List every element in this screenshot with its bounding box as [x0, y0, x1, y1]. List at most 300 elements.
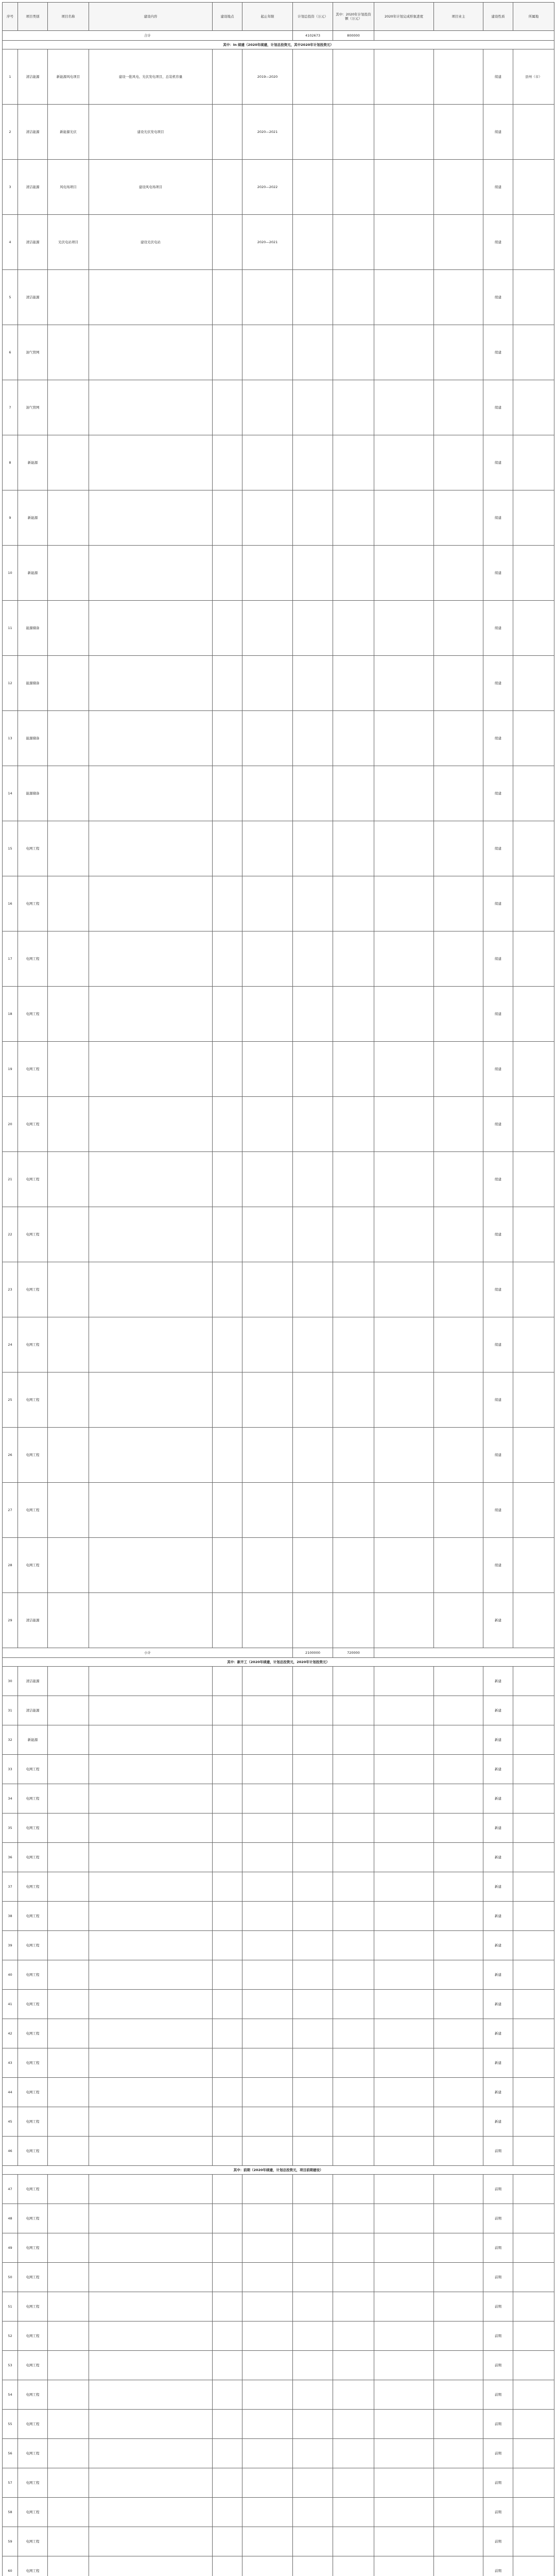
cell-progress — [374, 1483, 434, 1538]
cell-nature: 新建 — [483, 1725, 513, 1755]
table-row — [3, 987, 554, 1042]
cell-progress — [374, 2175, 434, 2204]
cell-plan — [333, 490, 374, 546]
cell-years — [242, 2410, 293, 2439]
cell-nature: 新建 — [483, 1902, 513, 1931]
cell-area — [513, 2556, 554, 2576]
cell-cat: 电网工程 — [18, 2468, 48, 2498]
cell-cat: 电网工程 — [18, 1428, 48, 1483]
cell-name — [48, 1207, 89, 1262]
cell-name — [48, 2410, 89, 2439]
cell-nature: 续建 — [483, 601, 513, 656]
cell-content — [89, 1483, 213, 1538]
cell-nature: 前期 — [483, 2292, 513, 2321]
cell-years — [242, 2175, 293, 2204]
cell-owner — [434, 1483, 483, 1538]
cell-owner — [434, 2019, 483, 2048]
header-cell: 其中：2020年计划投资额（万元） — [333, 3, 374, 31]
cell-years — [242, 2468, 293, 2498]
cell-total — [293, 1696, 333, 1725]
table-row — [3, 931, 554, 987]
cell-loc — [213, 435, 242, 490]
cell-area — [513, 1317, 554, 1372]
cell-total — [293, 1872, 333, 1902]
cell-content — [89, 2439, 213, 2468]
cell-area — [513, 1696, 554, 1725]
cell-content — [89, 2078, 213, 2107]
cell-name — [48, 1725, 89, 1755]
section-title: 其中：新开工（2020年续建，计划总投资元，2020年计划投资元） — [3, 1658, 554, 1667]
cell-years — [242, 1097, 293, 1152]
cell-nature: 续建 — [483, 821, 513, 876]
cell-progress — [374, 1262, 434, 1317]
subtotal-total: 2100000 — [293, 1648, 333, 1658]
cell-area — [513, 1843, 554, 1872]
cell-no: 34 — [3, 1784, 18, 1814]
cell-name — [48, 2321, 89, 2351]
cell-years — [242, 380, 293, 435]
cell-cat: 清洁能源 — [18, 49, 48, 105]
cell-content — [89, 490, 213, 546]
cell-cat: 电网工程 — [18, 876, 48, 931]
table-row — [3, 821, 554, 876]
cell-name — [48, 1696, 89, 1725]
cell-loc — [213, 325, 242, 380]
table-row — [3, 2498, 554, 2527]
cell-area — [513, 2468, 554, 2498]
cell-content — [89, 2351, 213, 2380]
cell-nature: 续建 — [483, 1538, 513, 1593]
cell-total — [293, 1152, 333, 1207]
cell-years — [242, 656, 293, 711]
cell-cat: 电网工程 — [18, 1902, 48, 1931]
cell-plan — [333, 1755, 374, 1784]
cell-nature: 续建 — [483, 546, 513, 601]
cell-no: 19 — [3, 1042, 18, 1097]
cell-area — [513, 2527, 554, 2556]
cell-area — [513, 1538, 554, 1593]
cell-years — [242, 1872, 293, 1902]
cell-content — [89, 2048, 213, 2078]
cell-cat: 电网工程 — [18, 2351, 48, 2380]
header-cell: 所属地 — [513, 3, 554, 31]
cell-loc — [213, 1990, 242, 2019]
cell-plan — [333, 2107, 374, 2137]
cell-years — [242, 270, 293, 325]
cell-owner — [434, 546, 483, 601]
cell-nature: 续建 — [483, 766, 513, 821]
cell-plan — [333, 270, 374, 325]
cell-owner — [434, 711, 483, 766]
cell-plan — [333, 2019, 374, 2048]
table-row — [3, 435, 554, 490]
table-row — [3, 490, 554, 546]
cell-loc — [213, 2233, 242, 2263]
cell-plan — [333, 821, 374, 876]
cell-no: 55 — [3, 2410, 18, 2439]
cell-total — [293, 2292, 333, 2321]
cell-content: 建设光伏发电项目 — [89, 105, 213, 160]
cell-total — [293, 2498, 333, 2527]
cell-content — [89, 2233, 213, 2263]
cell-area — [513, 2351, 554, 2380]
cell-total — [293, 2439, 333, 2468]
cell-years — [242, 1372, 293, 1428]
cell-content — [89, 2468, 213, 2498]
table-row — [3, 2439, 554, 2468]
cell-nature: 前期 — [483, 2175, 513, 2204]
cell-nature: 续建 — [483, 1317, 513, 1372]
cell-cat: 能源储备 — [18, 766, 48, 821]
cell-cat: 电网工程 — [18, 2527, 48, 2556]
cell-plan — [333, 1042, 374, 1097]
cell-years — [242, 876, 293, 931]
cell-years — [242, 821, 293, 876]
cell-owner — [434, 2439, 483, 2468]
cell-name — [48, 1990, 89, 2019]
cell-loc — [213, 1960, 242, 1990]
cell-total — [293, 1814, 333, 1843]
cell-content — [89, 1725, 213, 1755]
cell-content — [89, 601, 213, 656]
cell-total — [293, 1317, 333, 1372]
cell-progress — [374, 711, 434, 766]
cell-content — [89, 2292, 213, 2321]
cell-total — [293, 1593, 333, 1648]
cell-owner — [434, 2175, 483, 2204]
cell-progress — [374, 1042, 434, 1097]
cell-total — [293, 2556, 333, 2576]
cell-nature: 续建 — [483, 1262, 513, 1317]
table-body — [3, 31, 554, 2576]
cell-content — [89, 2137, 213, 2166]
cell-content — [89, 1207, 213, 1262]
cell-years — [242, 2556, 293, 2576]
cell-nature: 续建 — [483, 380, 513, 435]
cell-area — [513, 1483, 554, 1538]
cell-loc — [213, 2107, 242, 2137]
table-row — [3, 2233, 554, 2263]
cell-cat: 清洁能源 — [18, 1696, 48, 1725]
cell-no: 27 — [3, 1483, 18, 1538]
cell-content — [89, 1960, 213, 1990]
cell-years — [242, 1317, 293, 1372]
cell-content — [89, 1152, 213, 1207]
cell-loc — [213, 766, 242, 821]
table-row — [3, 2380, 554, 2410]
cell-total — [293, 546, 333, 601]
cell-loc — [213, 2439, 242, 2468]
cell-name — [48, 2351, 89, 2380]
cell-loc — [213, 1667, 242, 1696]
cell-nature: 新建 — [483, 1931, 513, 1960]
cell-total — [293, 1784, 333, 1814]
cell-owner — [434, 1990, 483, 2019]
cell-no: 13 — [3, 711, 18, 766]
cell-total — [293, 2204, 333, 2233]
cell-nature: 新建 — [483, 2078, 513, 2107]
cell-name — [48, 2292, 89, 2321]
cell-area — [513, 1262, 554, 1317]
cell-owner — [434, 1755, 483, 1784]
cell-total — [293, 656, 333, 711]
section-row — [3, 41, 554, 49]
cell-no: 42 — [3, 2019, 18, 2048]
cell-name — [48, 270, 89, 325]
cell-name — [48, 2468, 89, 2498]
cell-total — [293, 1960, 333, 1990]
cell-nature: 新建 — [483, 1960, 513, 1990]
cell-plan — [333, 1428, 374, 1483]
table-row — [3, 2321, 554, 2351]
header-cell: 序号 — [3, 3, 18, 31]
cell-cat: 电网工程 — [18, 1097, 48, 1152]
cell-cat: 新能源 — [18, 435, 48, 490]
cell-total — [293, 766, 333, 821]
cell-content — [89, 1755, 213, 1784]
cell-content — [89, 2410, 213, 2439]
cell-content — [89, 1784, 213, 1814]
cell-cat: 油气管网 — [18, 380, 48, 435]
cell-progress — [374, 270, 434, 325]
cell-area — [513, 2410, 554, 2439]
cell-area — [513, 2233, 554, 2263]
cell-no: 43 — [3, 2048, 18, 2078]
cell-owner — [434, 1042, 483, 1097]
table-row — [3, 1814, 554, 1843]
cell-plan — [333, 380, 374, 435]
cell-name — [48, 2175, 89, 2204]
cell-no: 50 — [3, 2263, 18, 2292]
cell-years — [242, 987, 293, 1042]
cell-nature: 续建 — [483, 435, 513, 490]
cell-plan — [333, 105, 374, 160]
cell-progress — [374, 160, 434, 215]
cell-nature: 新建 — [483, 1667, 513, 1696]
table-row — [3, 1902, 554, 1931]
cell-no: 46 — [3, 2137, 18, 2166]
cell-loc — [213, 1843, 242, 1872]
cell-nature: 前期 — [483, 2380, 513, 2410]
cell-content — [89, 2204, 213, 2233]
subtotal-empty — [374, 1648, 554, 1658]
cell-loc — [213, 2263, 242, 2292]
cell-progress — [374, 1207, 434, 1262]
cell-area — [513, 2380, 554, 2410]
cell-no: 39 — [3, 1931, 18, 1960]
cell-plan — [333, 1872, 374, 1902]
cell-no: 24 — [3, 1317, 18, 1372]
table-row — [3, 1960, 554, 1990]
table-row — [3, 2078, 554, 2107]
cell-nature: 前期 — [483, 2137, 513, 2166]
cell-owner — [434, 766, 483, 821]
cell-no: 45 — [3, 2107, 18, 2137]
cell-progress — [374, 2078, 434, 2107]
cell-total — [293, 1097, 333, 1152]
cell-area — [513, 2498, 554, 2527]
cell-plan — [333, 1097, 374, 1152]
cell-cat: 电网工程 — [18, 2292, 48, 2321]
cell-total — [293, 490, 333, 546]
cell-plan — [333, 1593, 374, 1648]
cell-content — [89, 1990, 213, 2019]
cell-owner — [434, 1262, 483, 1317]
cell-area — [513, 1667, 554, 1696]
cell-name — [48, 2107, 89, 2137]
cell-progress — [374, 490, 434, 546]
cell-area — [513, 380, 554, 435]
header-cell: 建设性质 — [483, 3, 513, 31]
header-cell: 计划总投资（万元） — [293, 3, 333, 31]
cell-years — [242, 1042, 293, 1097]
cell-loc — [213, 876, 242, 931]
cell-total — [293, 1538, 333, 1593]
cell-nature: 前期 — [483, 2468, 513, 2498]
table-row — [3, 270, 554, 325]
cell-loc — [213, 821, 242, 876]
cell-no: 2 — [3, 105, 18, 160]
cell-nature: 续建 — [483, 876, 513, 931]
cell-name — [48, 2019, 89, 2048]
cell-nature: 续建 — [483, 987, 513, 1042]
cell-no: 58 — [3, 2498, 18, 2527]
cell-progress — [374, 380, 434, 435]
cell-nature: 新建 — [483, 1696, 513, 1725]
cell-plan — [333, 1902, 374, 1931]
cell-cat: 油气管网 — [18, 325, 48, 380]
cell-years — [242, 1784, 293, 1814]
cell-total — [293, 435, 333, 490]
cell-area — [513, 2263, 554, 2292]
cell-no: 4 — [3, 215, 18, 270]
cell-loc — [213, 546, 242, 601]
cell-name — [48, 2233, 89, 2263]
table-row — [3, 1262, 554, 1317]
cell-owner — [434, 1931, 483, 1960]
cell-no: 51 — [3, 2292, 18, 2321]
cell-years — [242, 2439, 293, 2468]
cell-nature: 续建 — [483, 160, 513, 215]
cell-name — [48, 380, 89, 435]
cell-name — [48, 1483, 89, 1538]
table-row — [3, 2292, 554, 2321]
cell-years — [242, 1725, 293, 1755]
section-title: 其中：前期（2020年续建，计划总投资元，项目前期建设） — [3, 2166, 554, 2175]
cell-progress — [374, 1593, 434, 1648]
cell-nature: 新建 — [483, 1755, 513, 1784]
cell-area — [513, 490, 554, 546]
cell-years — [242, 2048, 293, 2078]
cell-content — [89, 2556, 213, 2576]
cell-loc — [213, 2351, 242, 2380]
cell-years — [242, 2351, 293, 2380]
cell-cat: 能源储备 — [18, 601, 48, 656]
cell-cat: 新能源 — [18, 1725, 48, 1755]
cell-no: 30 — [3, 1667, 18, 1696]
cell-loc — [213, 160, 242, 215]
cell-nature: 前期 — [483, 2263, 513, 2292]
cell-progress — [374, 2321, 434, 2351]
cell-progress — [374, 2204, 434, 2233]
cell-area — [513, 1990, 554, 2019]
cell-cat: 电网工程 — [18, 1814, 48, 1843]
cell-loc — [213, 105, 242, 160]
cell-area — [513, 546, 554, 601]
cell-years — [242, 1902, 293, 1931]
cell-no: 18 — [3, 987, 18, 1042]
cell-area — [513, 2321, 554, 2351]
cell-plan — [333, 931, 374, 987]
cell-loc — [213, 1042, 242, 1097]
cell-content: 建设一批风电、光伏发电项目，总装机容量 — [89, 49, 213, 105]
cell-years — [242, 1262, 293, 1317]
cell-cat: 电网工程 — [18, 1317, 48, 1372]
cell-area — [513, 2048, 554, 2078]
cell-plan — [333, 2137, 374, 2166]
cell-area — [513, 2078, 554, 2107]
cell-plan — [333, 1931, 374, 1960]
table-row — [3, 2204, 554, 2233]
table-row — [3, 1538, 554, 1593]
cell-total — [293, 1990, 333, 2019]
cell-nature: 前期 — [483, 2410, 513, 2439]
cell-progress — [374, 1755, 434, 1784]
cell-progress — [374, 1960, 434, 1990]
cell-nature: 续建 — [483, 931, 513, 987]
cell-total — [293, 2137, 333, 2166]
cell-progress — [374, 1872, 434, 1902]
cell-progress — [374, 325, 434, 380]
cell-owner — [434, 1696, 483, 1725]
cell-area — [513, 2292, 554, 2321]
cell-owner — [434, 1872, 483, 1902]
cell-nature: 前期 — [483, 2351, 513, 2380]
cell-nature: 续建 — [483, 1428, 513, 1483]
cell-plan — [333, 1990, 374, 2019]
table-row — [3, 1483, 554, 1538]
cell-owner — [434, 1538, 483, 1593]
cell-owner — [434, 49, 483, 105]
cell-loc — [213, 1593, 242, 1648]
subtotal-label: 小计 — [3, 1648, 293, 1658]
cell-total — [293, 2233, 333, 2263]
cell-owner — [434, 821, 483, 876]
cell-owner — [434, 1902, 483, 1931]
cell-owner — [434, 601, 483, 656]
cell-total — [293, 1483, 333, 1538]
cell-no: 44 — [3, 2078, 18, 2107]
cell-progress — [374, 2498, 434, 2527]
cell-progress — [374, 215, 434, 270]
cell-name — [48, 2137, 89, 2166]
cell-total — [293, 2468, 333, 2498]
cell-content — [89, 766, 213, 821]
cell-plan — [333, 1696, 374, 1725]
cell-loc — [213, 1372, 242, 1428]
cell-total — [293, 2019, 333, 2048]
cell-content — [89, 1428, 213, 1483]
cell-years — [242, 490, 293, 546]
cell-content — [89, 380, 213, 435]
cell-no: 23 — [3, 1262, 18, 1317]
cell-loc — [213, 49, 242, 105]
cell-loc — [213, 1097, 242, 1152]
cell-content — [89, 1538, 213, 1593]
cell-name — [48, 1960, 89, 1990]
table-row — [3, 1372, 554, 1428]
cell-loc — [213, 2078, 242, 2107]
